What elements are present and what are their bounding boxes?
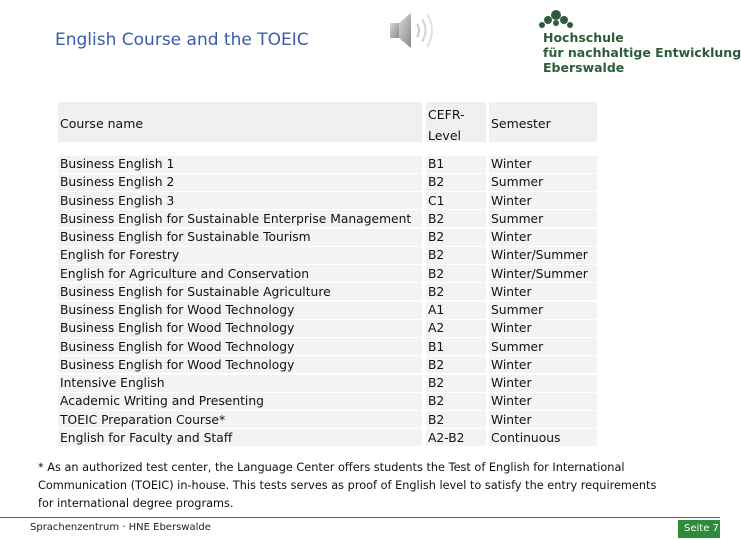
- cefr-level-cell: C1: [428, 193, 445, 208]
- header-course-name: [60, 116, 143, 131]
- semester-cell: Winter: [491, 193, 532, 208]
- semester-cell: Winter: [491, 157, 532, 171]
- course-name-cell: Business English for Sustainable Agriculture: [60, 284, 331, 299]
- course-name-cell: Business English 2: [60, 175, 175, 190]
- cefr-level-cell: B2: [428, 266, 445, 281]
- header-cefr-level: [428, 104, 465, 146]
- logo-line-1: Hochschule: [543, 30, 624, 45]
- course-name-cell: Business English 1: [60, 157, 175, 171]
- cefr-level-cell: B2: [428, 376, 445, 390]
- semester-cell: Summer: [491, 175, 544, 190]
- header-semester-label: Semester: [491, 116, 551, 131]
- course-name-cell: TOEIC Preparation Course*: [60, 412, 226, 427]
- logo-wordmark: [543, 30, 741, 75]
- semester-cell: Winter: [491, 376, 532, 390]
- semester-cell: Winter/Summer: [491, 248, 588, 263]
- course-name-cell: Business English for Wood Technology: [60, 321, 295, 336]
- header-course-label: Course name: [60, 116, 144, 131]
- slide-title: English Course and the TOEIC: [55, 30, 309, 50]
- semester-cell: Winter: [491, 284, 532, 299]
- page-number: Seite 7: [684, 523, 719, 534]
- cefr-level-cell: B2: [428, 230, 445, 244]
- course-name-cell: English for Forestry: [60, 248, 180, 263]
- semester-cell: Summer: [491, 339, 544, 354]
- cefr-level-cell: A2: [428, 321, 445, 336]
- course-name-cell: Business English 3: [60, 193, 175, 208]
- footer-divider: [0, 517, 720, 518]
- course-name-cell: English for Agriculture and Conservation: [60, 266, 310, 281]
- course-name-cell: Academic Writing and Presenting: [60, 394, 264, 409]
- cefr-level-cell: A2-B2: [428, 430, 465, 445]
- speaker-icon[interactable]: [384, 8, 440, 54]
- footer-source: Sprachenzentrum · HNE Eberswalde: [30, 522, 211, 533]
- course-name-cell: Business English for Sustainable Tourism: [60, 230, 311, 244]
- semester-cell: Continuous: [491, 430, 561, 445]
- semester-cell: Summer: [491, 211, 544, 226]
- semester-cell: Winter: [491, 321, 532, 336]
- cefr-level-cell: B2: [428, 175, 445, 190]
- course-name-cell: Business English for Sustainable Enterprise Management: [60, 211, 412, 226]
- cefr-level-cell: B1: [428, 157, 445, 171]
- cefr-level-cell: B2: [428, 394, 445, 409]
- logo-line-2: für nachhaltige Entwicklung: [543, 45, 741, 60]
- cefr-level-cell: B1: [428, 339, 445, 354]
- course-name-cell: Intensive English: [60, 376, 165, 390]
- semester-cell: Winter: [491, 357, 532, 372]
- cefr-level-cell: B2: [428, 357, 445, 372]
- header-semester: [491, 116, 551, 131]
- cefr-level-cell: B2: [428, 211, 445, 226]
- header-cefr-line1: CEFR-: [428, 107, 465, 122]
- cefr-level-cell: B2: [428, 284, 445, 299]
- cefr-level-cell: A1: [428, 303, 445, 317]
- course-name-cell: Business English for Wood Technology: [60, 303, 295, 317]
- header-cefr-line2: Level: [428, 128, 461, 143]
- footnote: * As an authorized test center, the Language Center offers students the Test of English for International Communication (TOEIC) in-house. This tests serves as proof of English level to satisfy the entry requirements for international degree programs.: [38, 461, 657, 510]
- logo-line-3: Eberswalde: [543, 60, 625, 75]
- semester-cell: Winter/Summer: [491, 266, 588, 281]
- course-name-cell: Business English for Wood Technology: [60, 339, 295, 354]
- course-name-cell: Business English for Wood Technology: [60, 357, 295, 372]
- course-name-cell: English for Faculty and Staff: [60, 430, 233, 445]
- cefr-level-cell: B2: [428, 248, 445, 263]
- semester-cell: Winter: [491, 412, 532, 427]
- semester-cell: Summer: [491, 303, 544, 317]
- semester-cell: Winter: [491, 230, 532, 244]
- cefr-level-cell: B2: [428, 412, 445, 427]
- semester-cell: Winter: [491, 394, 532, 409]
